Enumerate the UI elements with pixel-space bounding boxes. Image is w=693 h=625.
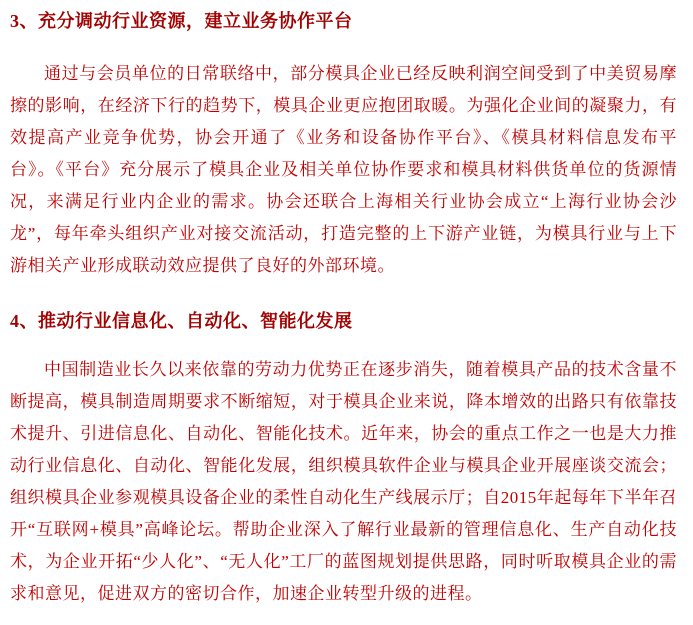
section-3-heading: 3、充分调动行业资源，建立业务协作平台 <box>10 11 353 31</box>
section-4-paragraph: 中国制造业长久以来依靠的劳动力优势正在逐步消失，随着模具产品的技术含量不断提高，模具制造周期要求不断缩短，对于模具企业来说，降本增效的出路只有依靠技术提升、引进信息化、自动化、智能化技术。近年来，协会的重点工作之一也是大力推动行业信息化、自动化、智能化发展，组织模具软件企业与模具企业开展座谈交流会；组织模具企业参观模具设备企业的柔性自动化生产线展示厅；自2015年起每年下半年召开“互联网+模具”高峰论坛。帮助企业深入了解行业最新的管理信息化、生产自动化技术，为企业开拓“少人化”、“无人化”工厂的蓝图规划提供思路，同时听取模具企业的需求和意见，促进双方的密切合作，加速企业转型升级的进程。 <box>10 360 677 603</box>
section-4-heading: 4、推动行业信息化、自动化、智能化发展 <box>10 311 353 331</box>
section-3-paragraph: 通过与会员单位的日常联络中，部分模具企业已经反映利润空间受到了中美贸易摩擦的影响，在经济下行的趋势下，模具企业更应抱团取暖。为强化企业间的凝聚力，有效提高产业竞争优势，协会开通了《业务和设备协作平台》、《模具材料信息发布平台》。《平台》充分展示了模具企业及相关单位协作要求和模具材料供货单位的货源情况，来满足行业内企业的需求。协会还联合上海相关行业协会成立“上海行业协会沙龙”，每年牵头组织产业对接交流活动，打造完整的上下游产业链，为模具行业与上下游相关产业形成联动效应提供了良好的外部环境。 <box>10 64 677 275</box>
